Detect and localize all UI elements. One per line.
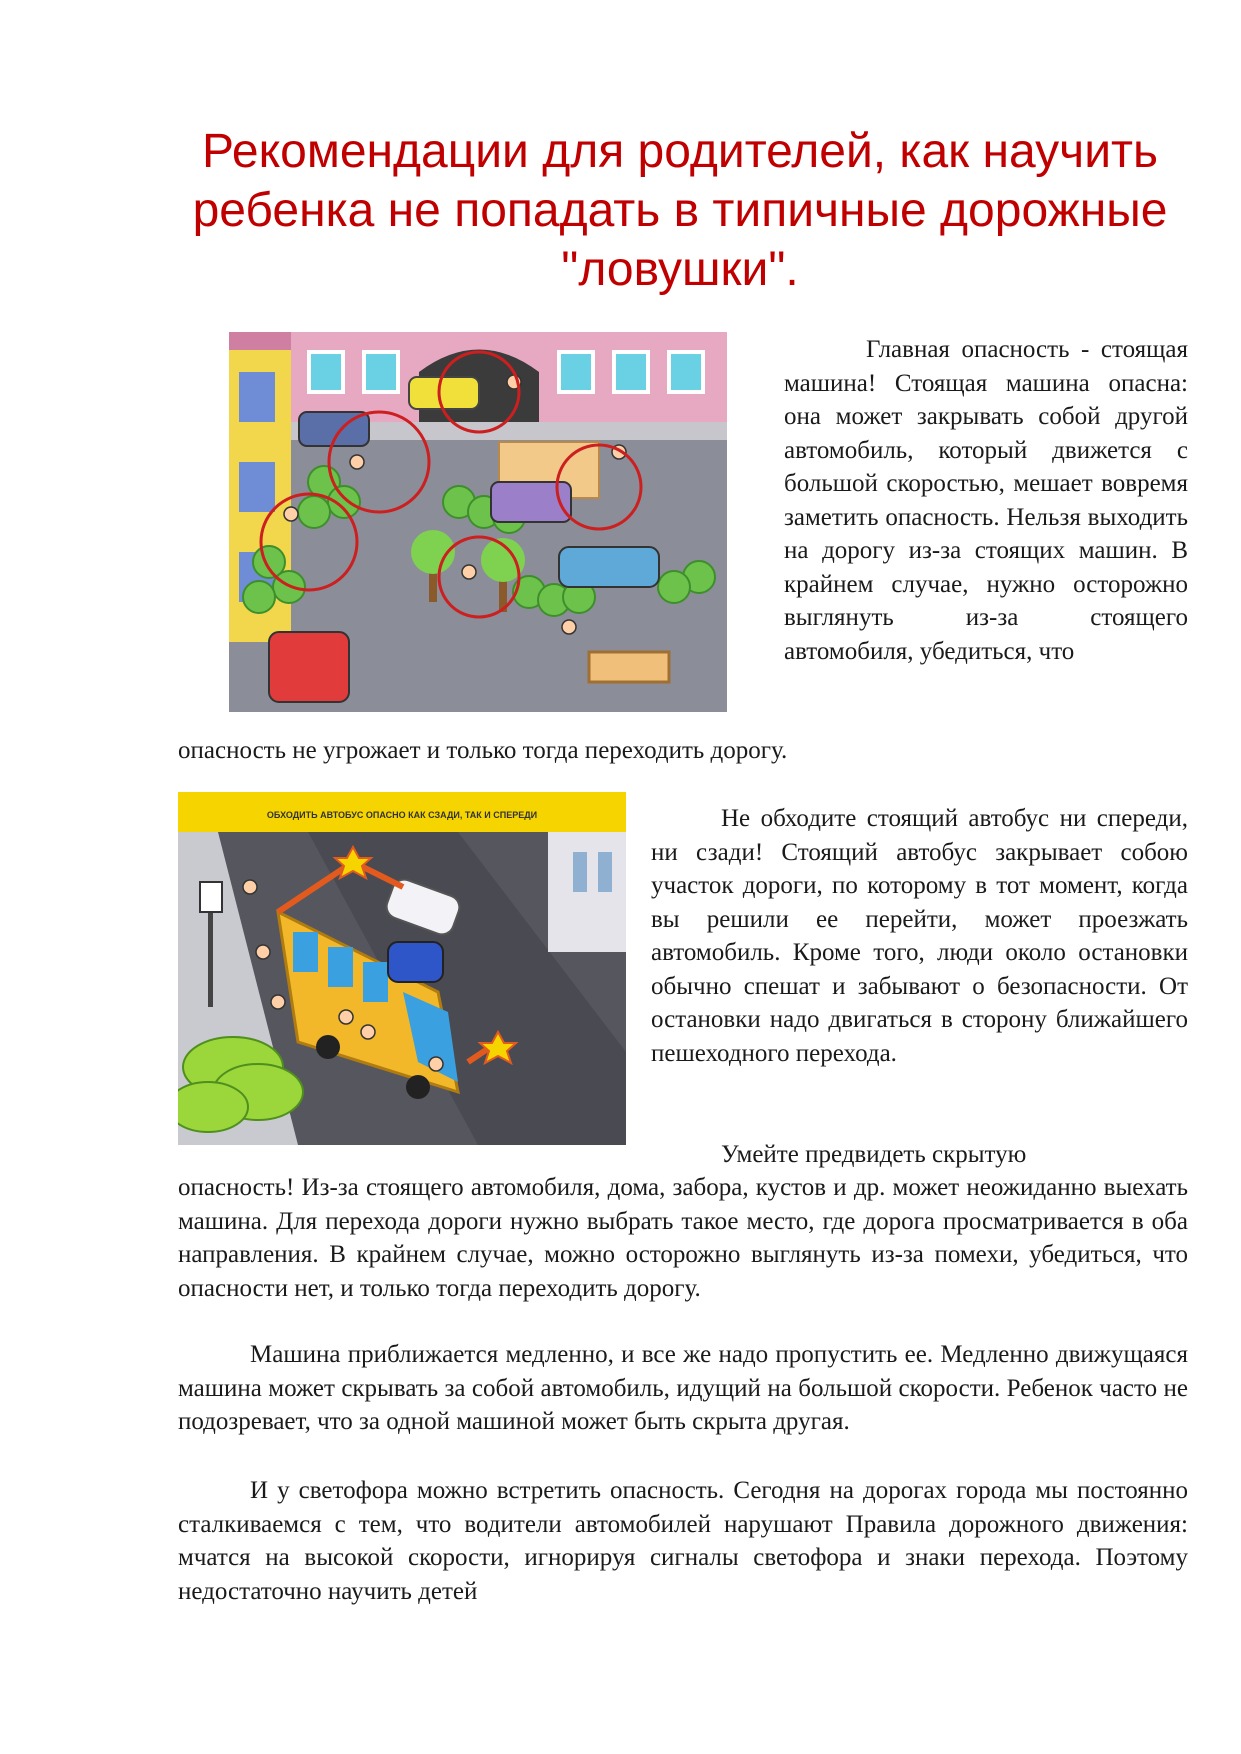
paragraph-3-right-text: Умейте предвидеть скрытую xyxy=(721,1141,1027,1168)
paragraph-4-text: Машина приближается медленно, и все же надо пропустить ее. Медленно движущаяся машина может скрывать за собой автомобиль, идущий на большой скорости. Ребенок часто не подозревает, что за одной машиной может быть скрыта другая. xyxy=(178,1341,1188,1435)
paragraph-5-text: И у светофора можно встретить опасность. Сегодня на дорогах города мы постоянно сталкиваемся с тем, что водители автомобилей нарушают Правила дорожного движения: мчатся на высокой скорости, игнорируя сигналы светофора и знаки перехода. Поэтому недостаточно научить детей xyxy=(178,1477,1188,1605)
bus-stop-illustration xyxy=(178,792,626,1145)
paragraph-2-right xyxy=(651,802,1188,1070)
paragraph-1-full: опасность не угрожает и только тогда переходить дорогу. xyxy=(178,737,788,764)
paragraph-4 xyxy=(178,1338,1188,1439)
bus-banner-text: ОБХОДИТЬ АВТОБУС ОПАСНО КАК СЗАДИ, ТАК И СПЕРЕДИ xyxy=(266,810,538,820)
paragraph-3-full: опасность! Из-за стоящего автомобиля, дома, забора, кустов и др. может неожиданно выехать машина. Для перехода дороги нужно выбрать такое место, где дорога просматривается в оба направления. В крайнем случае, можно осторожно выглянуть из-за помехи, убедиться, что опасности нет, и только тогда переходить дорогу. xyxy=(178,1174,1188,1302)
paragraph-2-right-text: Не обходите стоящий автобус ни спереди, ни сзади! Стоящий автобус закрывает собою участок дороги, по которому в тот момент, когда вы решили ее перейти, может проезжать автомобиль. Кроме того, люди около остановки обычно спешат и забывают о безопасности. От остановки надо двигаться в сторону ближайшего пешеходного перехода. xyxy=(651,805,1188,1067)
paragraph-3-right xyxy=(651,1138,1188,1172)
paragraph-1-right xyxy=(784,333,1188,668)
paragraph-5 xyxy=(178,1474,1188,1608)
paragraph-1-right-text: Главная опасность - стоящая машина! Стоящая машина опасна: она может закрывать собой другой автомобиль, который движется с большой скоростью, мешает вовремя заметить опасность. Нельзя выходить на дорогу из-за стоящих машин. В крайнем случае, нужно осторожно выглянуть из-за стоящего автомобиля, убедиться, что xyxy=(784,336,1188,665)
street-danger-illustration xyxy=(229,332,727,712)
page-title: Рекомендации для родителей, как научить ребенка не попадать в типичные дорожные "ловушки". xyxy=(192,125,1168,296)
